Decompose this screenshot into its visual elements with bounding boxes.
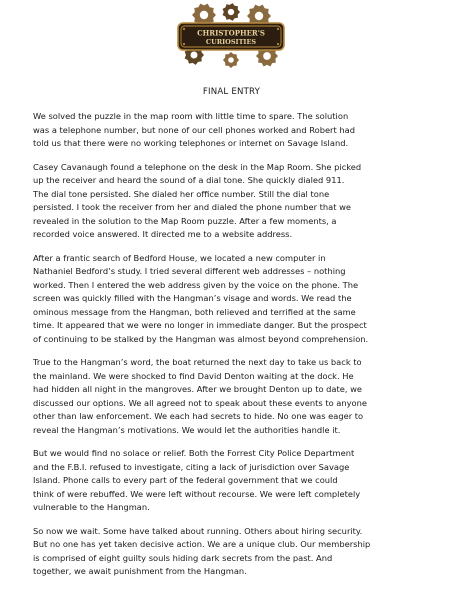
gear-hub-icon (228, 9, 234, 15)
paragraph-4: True to the Hangman’s word, the boat returned the next day to take us back to the mainland. We were shocked to find David Denton waiting at the dock. He had hidden all night in the mangroves. After we brought Denton up to date, we discussed our options. We all agreed not to speak about these events to anyone other than law enforcement. We each had secrets to hide. No one was eager to reveal the Hangman’s motivations. We would let the authorities handle it. (33, 357, 367, 435)
steampunk-gears-emblem (164, 2, 298, 70)
paragraph-3: After a frantic search of Bedford House, we located a new computer in Nathaniel Bedford’s study. I tried several different web addresses – nothing worked. Then I entered the web address given by the voice on the phone. The screen was quickly filled with the Hangman’s visage and words. We read the ominous message from the Hangman, both relieved and terrified at the same time. It appeared that we were no longer in immediate danger. But the prospect of continuing to be stalked by the Hangman was almost beyond comprehension. (33, 252, 369, 344)
logo-nameplate (178, 23, 284, 50)
gear-hub-icon (263, 52, 271, 60)
gear-hub-icon (191, 52, 198, 59)
paragraph-6: So now we wait. Some have talked about running. Others about hiring security. But no one has yet taken decisive action. We are a unique club. Our membership is comprised of eight guilty souls hiding dark secrets from the past. And together, we await punishment from the Hangman. (33, 525, 371, 576)
logo-text-line2: CURIOSITIES (205, 38, 257, 46)
paragraph-2: Casey Cavanaugh found a telephone on the desk in the Map Room. She picked up the receiver and heard the sound of a dial tone. She quickly dialed 911. The dial tone persisted. She dialed her office number. Still the dial tone persisted. I took the receiver from her and dialed the phone number that we revealed in the solution to the Map Room puzzle. After a few moments, a recorded voice answered. It directed me to a website address. (33, 161, 362, 239)
gear-hub-icon (255, 12, 263, 20)
gear-hub-icon (200, 11, 208, 19)
page-title: FINAL ENTRY (202, 87, 261, 97)
gear-hub-icon (228, 57, 234, 63)
paragraph-1: We solved the puzzle in the map room with little time to spare. The solution was a telephone number, but none of our cell phones worked and Robert had told us that there were no working telephones or internet on Savage Island. (33, 111, 355, 148)
logo-text-line1: CHRISTOPHER'S (197, 28, 265, 38)
journal-body (33, 110, 437, 579)
paragraph-5: But we would find no solace or relief. Both the Forrest City Police Department and the F.B.I. refused to investigate, citing a lack of jurisdiction over Savage Island. Phone calls to every part of the federal government that we could think of were rebuffed. We were left without recourse. We were left completely vulnerable to the Hangman. (33, 448, 361, 512)
christophers-curiosities-logo (164, 2, 298, 70)
